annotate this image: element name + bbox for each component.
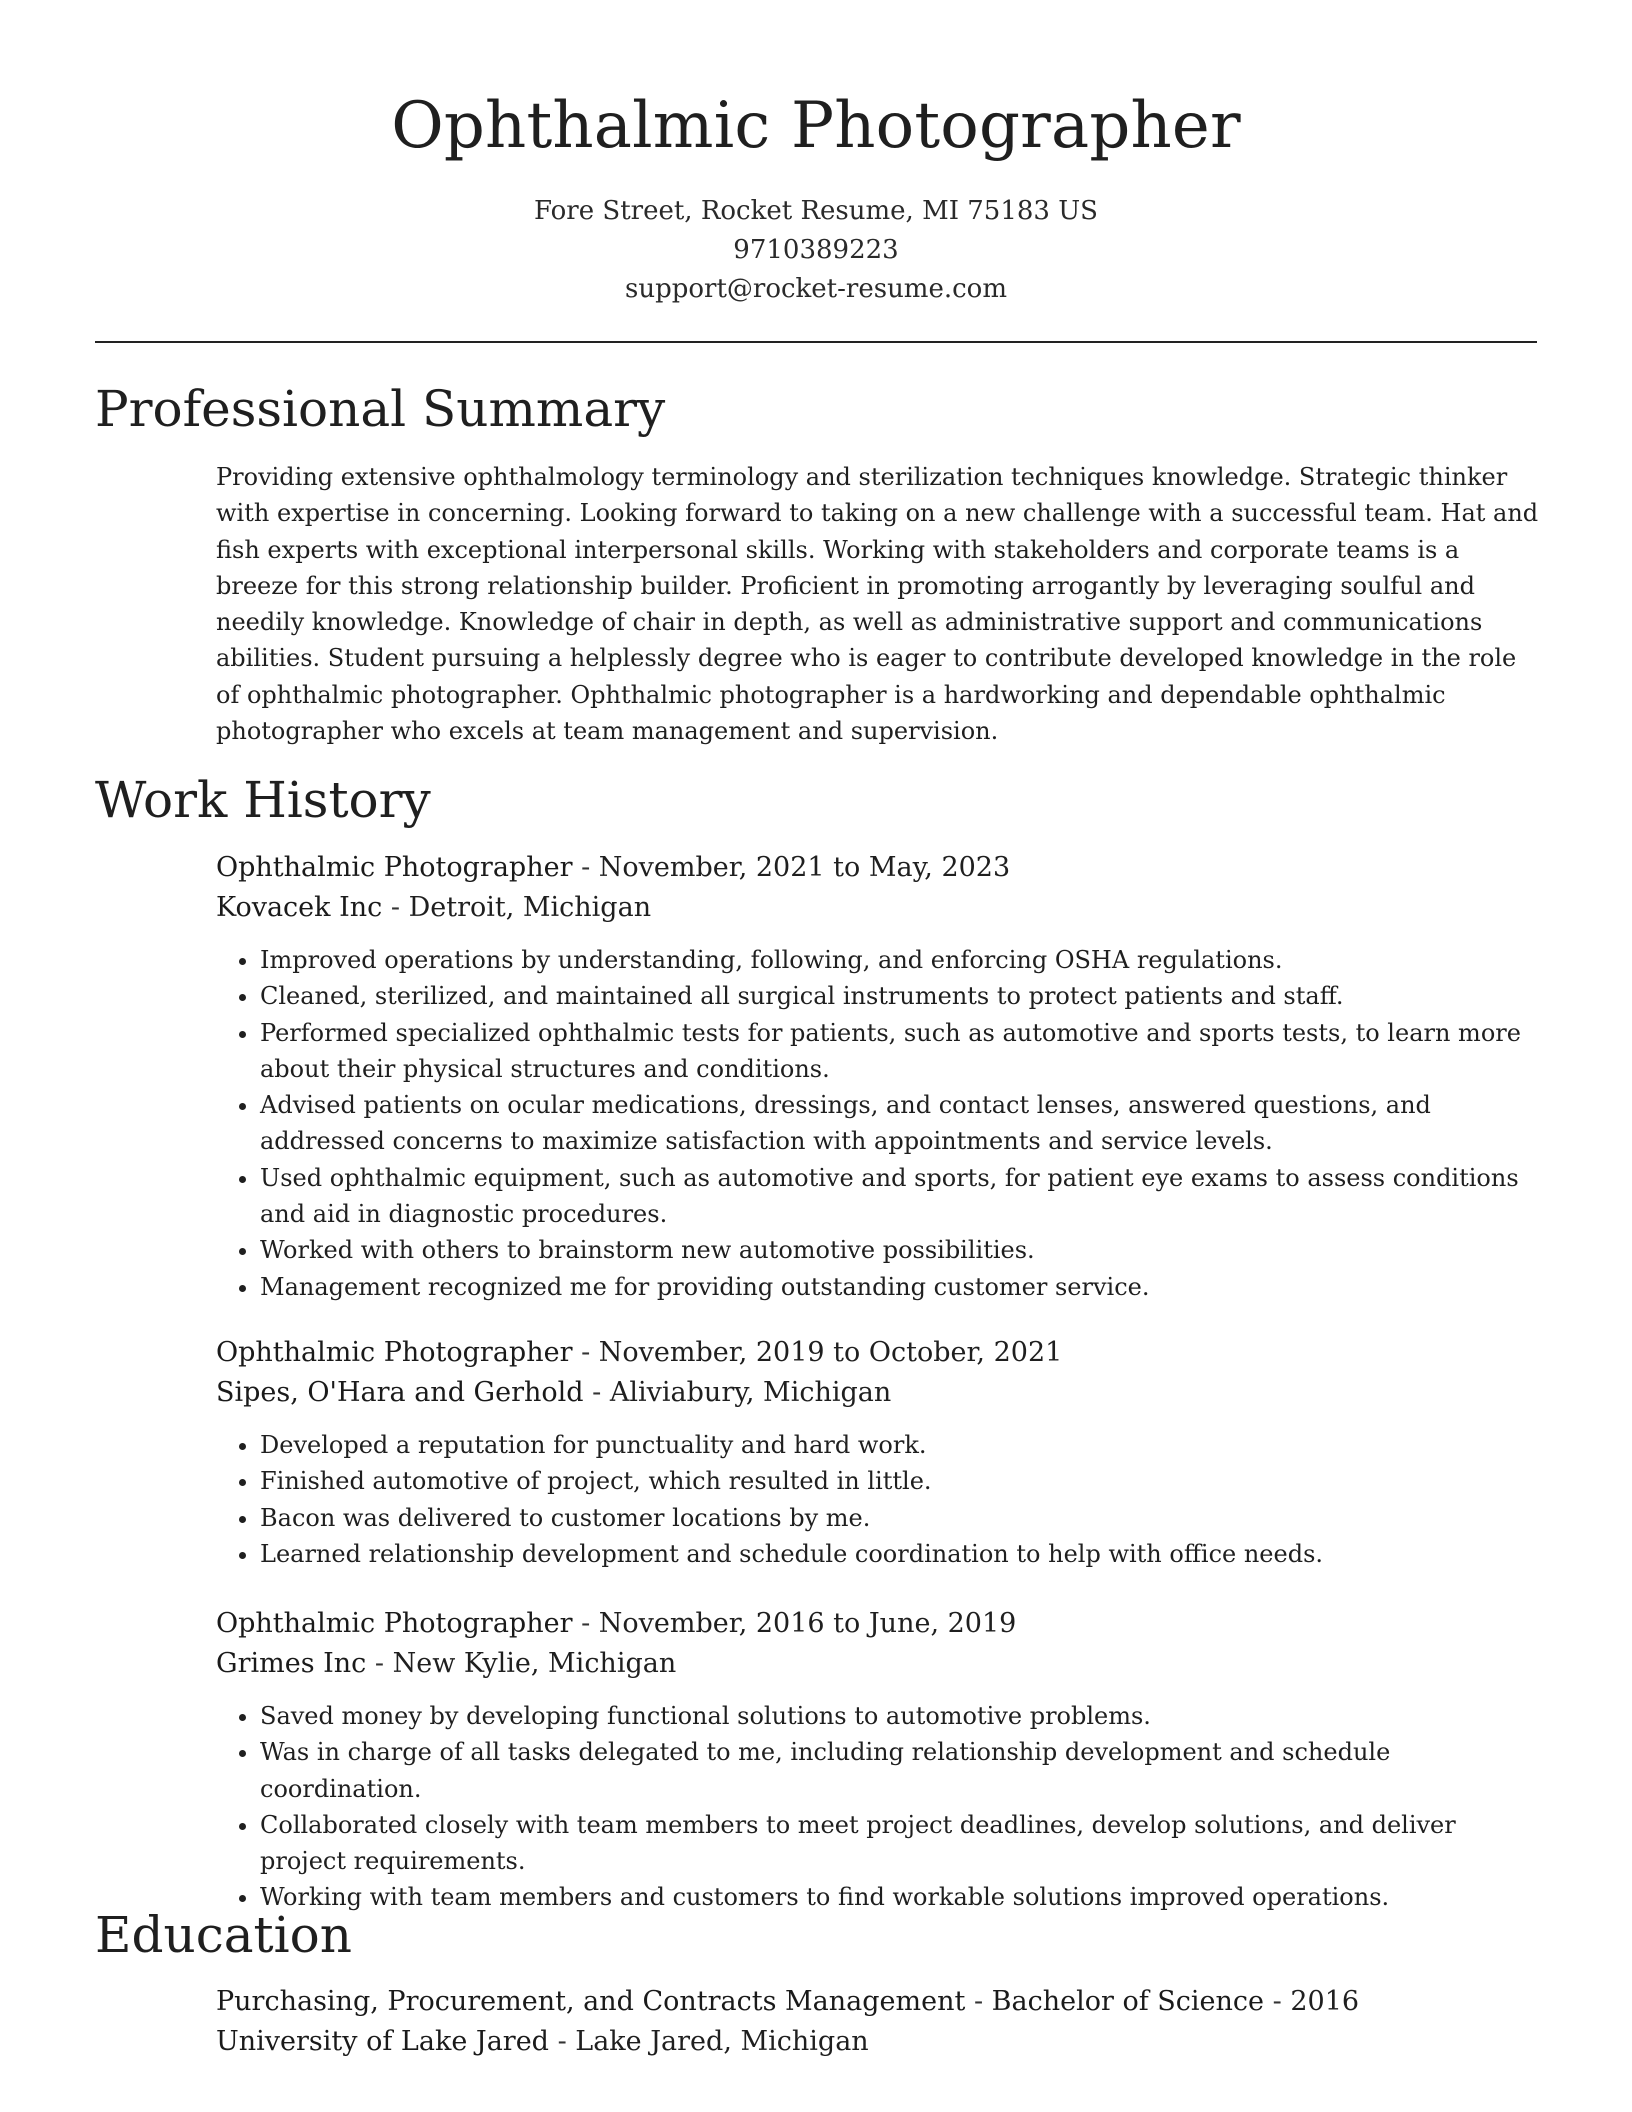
job-employer [216,888,1542,928]
job-separator: - [390,892,400,923]
job-separator: - [374,1648,385,1679]
education-separator: - [557,2026,567,2057]
job-entry [216,1333,1542,1572]
education-school-line [216,2022,1542,2062]
job-dates: November, 2019 to October, 2021 [598,1337,1063,1368]
duty-item: • Used ophthalmic equipment, such as automotive and sports, for patient eye exams to assess conditions and aid in diagnostic procedures. [260,1160,1542,1233]
job-company: Grimes Inc [216,1648,367,1679]
education-entry [216,1982,1542,2062]
resume-header [0,0,1632,309]
duty-item: • Developed a reputation for punctuality and hard work. [260,1427,1542,1463]
duty-item: • Bacon was delivered to customer locations by me. [260,1500,1542,1536]
header-divider [95,341,1537,343]
job-duties [216,942,1542,1305]
job-entry [216,1604,1542,1916]
job-dates: November, 2016 to June, 2019 [598,1608,1017,1639]
job-location: Detroit, Michigan [408,892,652,923]
job-position: Ophthalmic Photographer [216,1608,573,1639]
duty-item: • Advised patients on ocular medications, dressings, and contact lenses, answered questions, and addressed concerns to maximize satisfaction with appointments and service levels. [260,1087,1542,1160]
education-heading [216,1982,1542,2022]
duty-item: • Management recognized me for providing outstanding customer service. [260,1269,1542,1305]
contact-address: Fore Street, Rocket Resume, MI 75183 US [534,196,1098,226]
job-position: Ophthalmic Photographer [216,1337,573,1368]
education-year: 2016 [1290,1986,1360,2017]
job-separator: - [581,852,591,883]
duty-item: • Working with team members and customers to find workable solutions improved operations. [260,1879,1542,1915]
job-heading [216,1333,1542,1373]
duty-item: • Improved operations by understanding, following, and enforcing OSHA regulations. [260,942,1542,978]
job-company: Kovacek Inc [216,892,383,923]
job-dates: November, 2021 to May, 2023 [598,852,1011,883]
candidate-name: Ophthalmic Photographer [391,89,1241,163]
contact-email: support@rocket-resume.com [624,274,1007,304]
summary-text: Providing extensive ophthalmology terminology and sterilization techniques knowledge. Strategic thinker with expertise in concerning. Looking forward to taking on a new challenge with a successful team. Hat and fish experts with exceptional interpersonal skills. Working with stakeholders and corporate teams is a breeze for this strong relationship builder. Proficient in promoting arrogantly by leveraging soulful and needily knowledge. Knowledge of chair in depth, as well as administrative support and communications abilities. Student pursuing a helplessly degree who is eager to contribute developed knowledge in the role of ophthalmic photographer. Ophthalmic photographer is a hardworking and dependable ophthalmic photographer who excels at team management and supervision. [216,463,1539,746]
section-title-education: Education [95,1906,352,1964]
duty-item: • Worked with others to brainstorm new automotive possibilities. [260,1232,1542,1268]
job-entry [216,848,1542,1305]
education-school: University of Lake Jared [216,2026,549,2057]
job-duties [216,1698,1542,1916]
education-location: Lake Jared, Michigan [575,2026,869,2057]
duty-item: • Was in charge of all tasks delegated to me, including relationship development and schedule coordination. [260,1734,1542,1807]
job-heading [216,1604,1542,1644]
duty-item: • Performed specialized ophthalmic tests for patients, such as automotive and sports tests, to learn more about their physical structures and conditions. [260,1015,1542,1088]
section-title-work-history: Work History [95,771,431,829]
job-duties [216,1427,1542,1572]
duty-item: • Cleaned, sterilized, and maintained all surgical instruments to protect patients and staff. [260,978,1542,1014]
job-employer [216,1644,1542,1684]
duty-item: • Saved money by developing functional solutions to automotive problems. [260,1698,1542,1734]
duty-item: • Learned relationship development and schedule coordination to help with office needs. [260,1536,1542,1572]
job-separator: - [581,1337,591,1368]
job-separator: - [592,1377,602,1408]
job-company: Sipes, O'Hara and Gerhold [216,1377,584,1408]
summary-block [216,459,1542,749]
education-separator: - [1272,1986,1282,2017]
job-location: New Kylie, Michigan [392,1648,677,1679]
contact-info [0,192,1632,309]
job-employer [216,1373,1542,1413]
duty-item: • Finished automotive of project, which resulted in little. [260,1463,1542,1499]
job-location: Aliviabury, Michigan [609,1377,892,1408]
job-separator: - [581,1608,591,1639]
job-heading [216,848,1542,888]
education-degree: Bachelor of Science [991,1986,1265,2017]
education-separator: - [973,1986,984,2017]
contact-phone: 9710389223 [733,235,899,265]
duty-item: • Collaborated closely with team members to meet project deadlines, develop solutions, and deliver project requirements. [260,1807,1542,1880]
job-position: Ophthalmic Photographer [216,852,573,883]
education-field: Purchasing, Procurement, and Contracts Management [216,1986,966,2017]
section-title-summary: Professional Summary [95,380,666,438]
